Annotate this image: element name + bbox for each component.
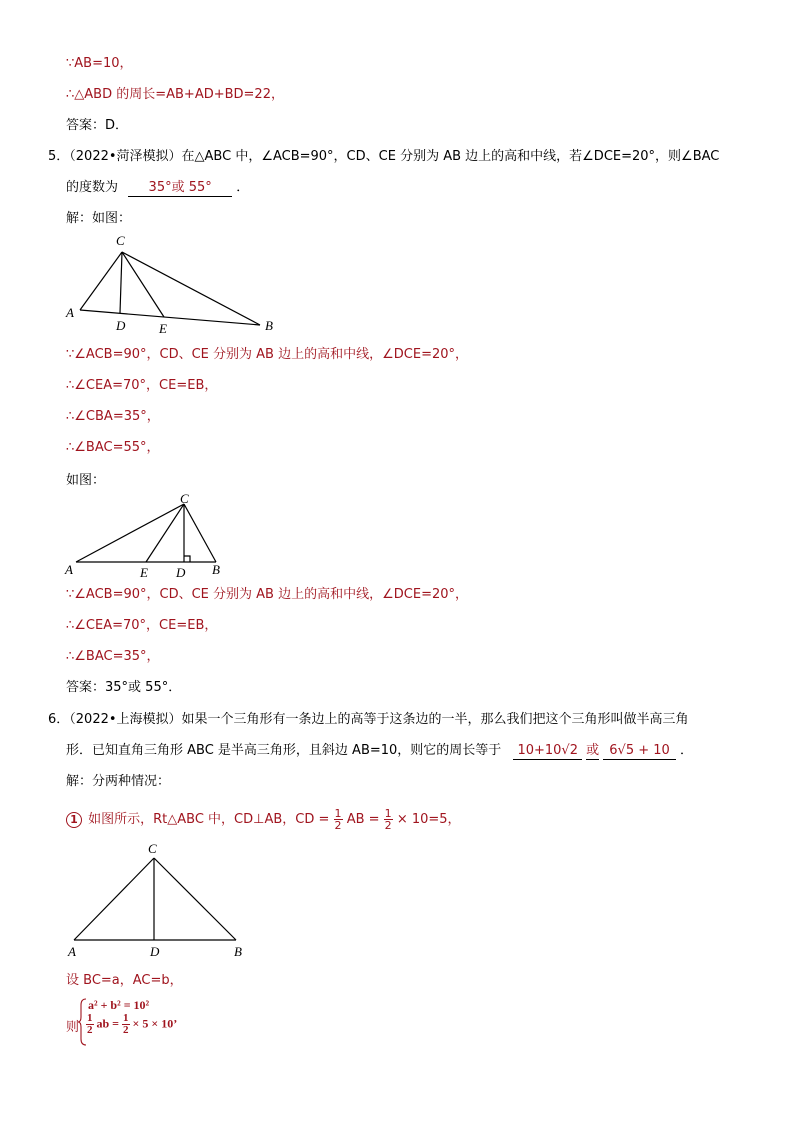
q6-answer-or: 或 xyxy=(586,743,600,758)
q6-eq2-mid: ab = xyxy=(96,1016,120,1031)
q6-stem-prefix: 形．已知直角三角形 ABC 是半高三角形，且斜边 AB=10，则它的周长等于 xyxy=(66,743,502,758)
q6-eq2 xyxy=(86,1013,177,1036)
fig1-label-d: D xyxy=(116,318,126,333)
solution-line-1: ∵AB=10， xyxy=(66,56,133,71)
q5-stem-suffix: ． xyxy=(236,180,250,195)
q6-stem-suffix: ． xyxy=(679,743,693,758)
fraction-eq2-a: $\frac{1}{2}$ xyxy=(87,1012,93,1036)
q5-answer: 答案：35°或 55°． xyxy=(66,680,182,695)
q6-figure xyxy=(60,838,260,963)
q5-case2-line-2: ∴∠CEA=70°，CE=EB， xyxy=(66,618,218,633)
fraction-eq2-b: $\frac{1}{2}$ xyxy=(123,1012,129,1036)
q6-set-variables: 设 BC=a，AC=b， xyxy=(66,973,183,988)
q6-eq1: a² + b² = 10² xyxy=(88,998,150,1012)
fraction-one-half: $\frac{1}{2}$ xyxy=(334,807,342,832)
answer-line: 答案：D． xyxy=(66,118,129,133)
solution-line-2: ∴△ABD 的周长=AB+AD+BD=22， xyxy=(66,87,284,102)
q5-figure-2 xyxy=(60,490,230,582)
q5-figure-1 xyxy=(60,230,290,335)
fig3-label-c: C xyxy=(148,841,157,856)
q6-stem-line-1: 6．（2022•上海模拟）如果一个三角形有一条边上的高等于这条边的一半，那么我们把这个三角形叫做半高三角 xyxy=(48,712,689,727)
q5-case1-line-2: ∴∠CEA=70°，CE=EB， xyxy=(66,378,218,393)
fig3-label-b: B xyxy=(234,944,242,959)
fraction-one-half-2: $\frac{1}{2}$ xyxy=(384,807,392,832)
q6-then-label: 则 xyxy=(66,1020,80,1035)
q5-case2-line-3: ∴∠BAC=35°， xyxy=(66,649,160,664)
q5-answer-blank: 35°或 55° xyxy=(128,180,232,197)
q6-case1-text: 如图所示，Rt△ABC 中，CD⊥AB，CD = xyxy=(88,812,330,827)
fig3-label-d: D xyxy=(150,944,160,959)
q6-case1-mid: AB = xyxy=(346,812,380,827)
circled-number-1: 1 xyxy=(66,812,82,828)
fig1-label-e: E xyxy=(159,321,167,335)
fig1-label-c: C xyxy=(116,233,125,248)
q5-stem-line-2 xyxy=(66,180,249,197)
q5-solution-intro-2: 如图： xyxy=(66,473,106,488)
fig2-label-b: B xyxy=(212,562,220,577)
fig2-label-a: A xyxy=(65,562,73,577)
fig2-label-c: C xyxy=(180,491,189,506)
fig2-label-d: D xyxy=(176,565,186,580)
fig1-label-a: A xyxy=(66,305,74,320)
fig2-label-e: E xyxy=(140,565,148,580)
q6-case1-tail: × 10=5， xyxy=(396,812,461,827)
fig3-label-a: A xyxy=(68,944,76,959)
q6-case1-line xyxy=(66,808,461,832)
q6-stem-line-2 xyxy=(66,743,693,760)
q5-stem-prefix: 的度数为 xyxy=(66,180,119,195)
q5-solution-intro: 解：如图： xyxy=(66,211,132,226)
q5-stem-line-1: 5．（2022•菏泽模拟）在△ABC 中，∠ACB=90°，CD、CE 分别为 AB 边上的高和中线，若∠DCE=20°，则∠BAC xyxy=(48,149,720,164)
q5-case2-line-1: ∵∠ACB=90°，CD、CE 分别为 AB 边上的高和中线，∠DCE=20°， xyxy=(66,587,468,602)
q6-answer-blank-b: 6√5 + 10 xyxy=(603,743,676,760)
q6-eq2-tail: × 5 × 10’ xyxy=(132,1016,178,1031)
q5-case1-line-1: ∵∠ACB=90°，CD、CE 分别为 AB 边上的高和中线，∠DCE=20°， xyxy=(66,347,468,362)
q6-solution-intro: 解：分两种情况： xyxy=(66,774,171,789)
fig1-label-b: B xyxy=(265,318,273,333)
q5-case1-line-4: ∴∠BAC=55°， xyxy=(66,440,160,455)
q6-answer-blank-a: 10+10√2 xyxy=(513,743,582,760)
q5-case1-line-3: ∴∠CBA=35°， xyxy=(66,409,160,424)
